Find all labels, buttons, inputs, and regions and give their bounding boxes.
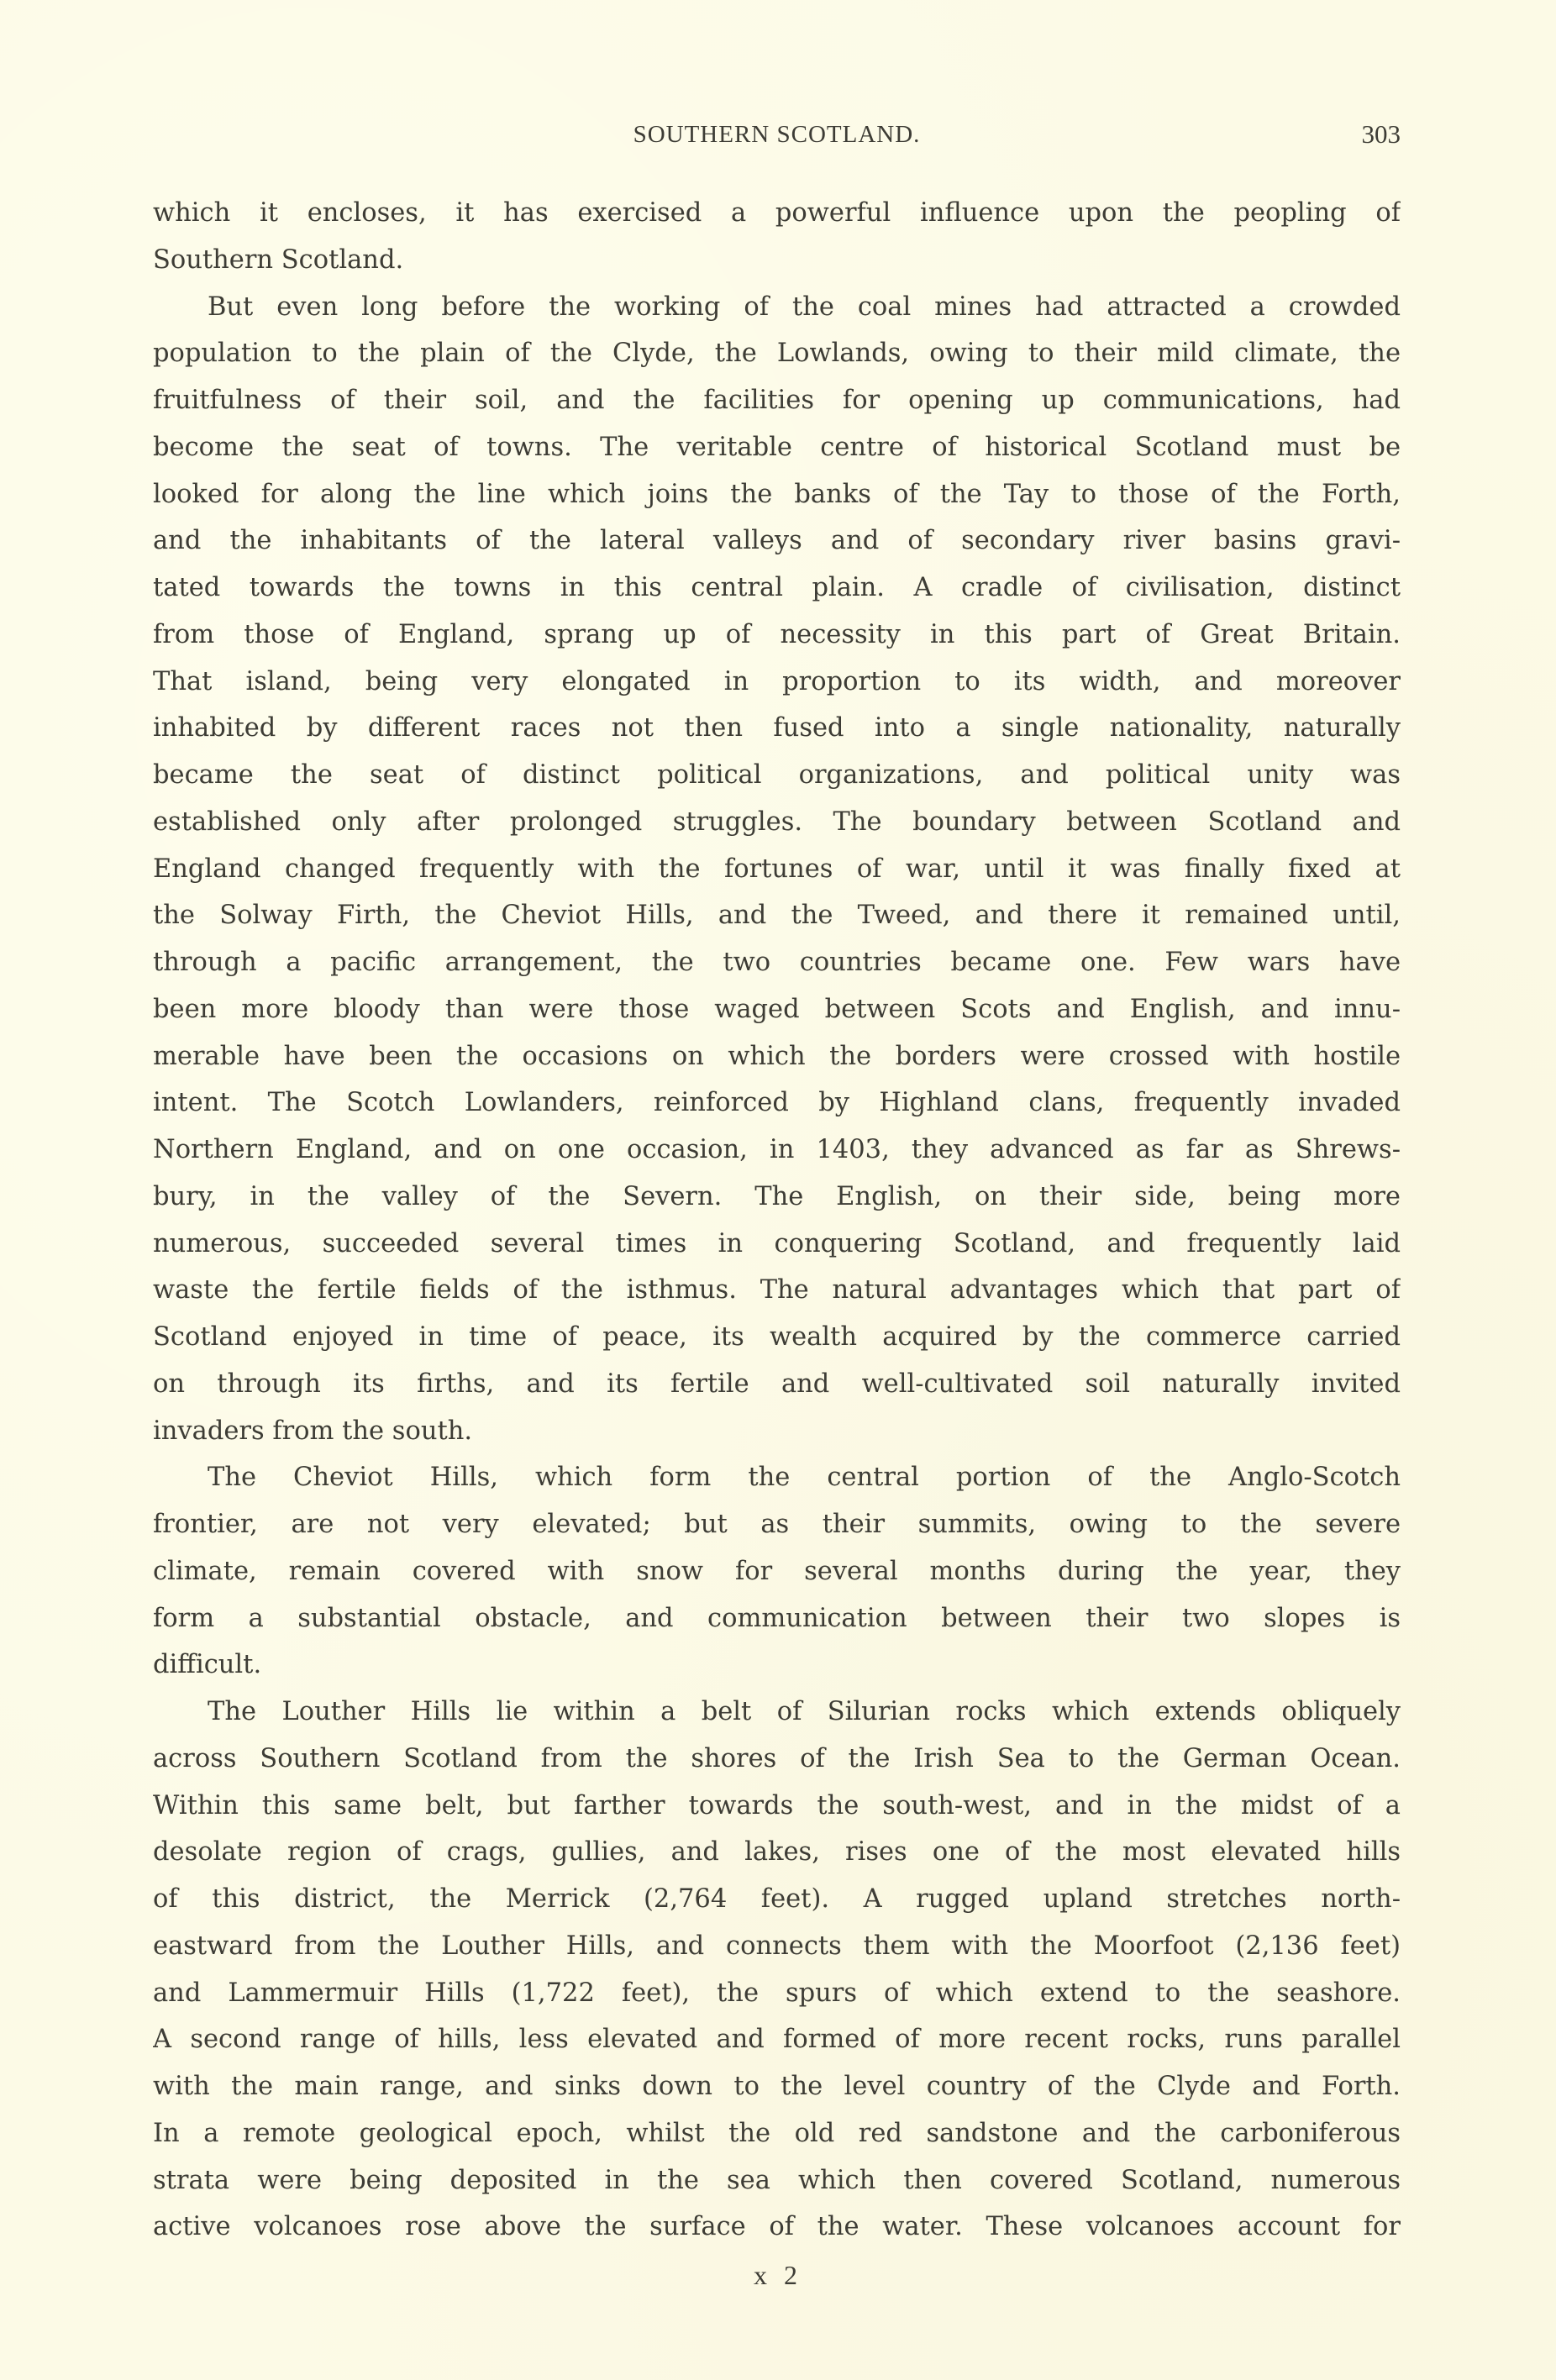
text-line: looked for along the line which joins the banks of the Tay to those of the Forth, [153, 479, 1401, 509]
text-line: fruitfulness of their soil, and the facilities for opening up communications, had [153, 386, 1401, 415]
text-line: That island, being very elongated in proportion to its width, and moreover [153, 666, 1401, 696]
text-line: tated towards the towns in this central plain. A cradle of civilisation, distinct [153, 573, 1401, 602]
text-line: difficult. [153, 1650, 262, 1680]
text-line: Scotland enjoyed in time of peace, its wealth acquired by the commerce carried [153, 1322, 1401, 1352]
text-line: strata were being deposited in the sea which then covered Scotland, numerous [153, 2165, 1401, 2195]
text-line: bury, in the valley of the Severn. The English, on their side, being more [153, 1181, 1401, 1211]
text-line: Southern Scotland. [153, 244, 404, 275]
text-line: frontier, are not very elevated; but as their summits, owing to the severe [153, 1510, 1401, 1539]
text-line: merable have been the occasions on which the borders were crossed with hostile [153, 1041, 1401, 1071]
text-line: on through its firths, and its fertile and well-cultivated soil naturally invited [153, 1369, 1401, 1399]
text-line: waste the fertile fields of the isthmus. The natural advantages which that part of [153, 1275, 1401, 1306]
text-line: the Solway Firth, the Cheviot Hills, and the Tweed, and there it remained until, [153, 901, 1401, 931]
text-line: England changed frequently with the fortunes of war, until it was finally fixed at [153, 854, 1401, 884]
text-line: through a pacific arrangement, the two countries became one. Few wars have [153, 948, 1401, 977]
signature-mark: x 2 [754, 2260, 802, 2290]
text-line: numerous, succeeded several times in conquering Scotland, and frequently laid [153, 1228, 1401, 1258]
body-text [153, 195, 1401, 2256]
paragraph-first-line: The Cheviot Hills, which form the central portion of the Anglo-Scotch [208, 1463, 1401, 1493]
text-line: been more bloody than were those waged between Scots and English, and innu- [153, 994, 1401, 1024]
text-line: A second range of hills, less elevated and formed of more recent rocks, runs parallel [153, 2025, 1401, 2055]
text-line: became the seat of distinct political organizations, and political unity was [153, 760, 1401, 790]
text-line: Within this same belt, but farther towards the south-west, and in the midst of a [153, 1790, 1401, 1820]
paragraph-first-line: But even long before the working of the coal mines had attracted a crowded [208, 292, 1401, 322]
page-number: 303 [1361, 119, 1401, 149]
text-line: form a substantial obstacle, and communication between their two slopes is [153, 1603, 1401, 1633]
text-line: from those of England, sprang up of necessity in this part of Great Britain. [153, 619, 1401, 649]
text-line: In a remote geological epoch, whilst the old red sandstone and the carboniferous [153, 2118, 1401, 2148]
text-line: of this district, the Merrick (2,764 feet). A rugged upland stretches north- [153, 1884, 1401, 1914]
text-line: active volcanoes rose above the surface of the water. These volcanoes account for [153, 2212, 1401, 2242]
text-line: with the main range, and sinks down to the level country of the Clyde and Forth. [153, 2072, 1401, 2101]
text-line: across Southern Scotland from the shores of the Irish Sea to the German Ocean. [153, 1743, 1401, 1773]
text-line: desolate region of crags, gullies, and lakes, rises one of the most elevated hills [153, 1837, 1401, 1868]
text-line: intent. The Scotch Lowlanders, reinforced by Highland clans, frequently invaded [153, 1088, 1401, 1118]
text-line: population to the plain of the Clyde, the Lowlands, owing to their mild climate, the [153, 339, 1401, 369]
text-line: climate, remain covered with snow for several months during the year, they [153, 1556, 1401, 1586]
text-line: which it encloses, it has exercised a powerful influence upon the peopling of [153, 198, 1401, 228]
text-line: invaders from the south. [153, 1416, 473, 1446]
text-line: inhabited by different races not then fused into a single nationality, naturally [153, 713, 1401, 743]
text-line: eastward from the Louther Hills, and connects them with the Moorfoot (2,136 feet) [153, 1931, 1401, 1961]
text-line: and the inhabitants of the lateral valleys and of secondary river basins gravi- [153, 526, 1401, 556]
text-line: established only after prolonged struggles. The boundary between Scotland and [153, 806, 1401, 837]
text-line: become the seat of towns. The veritable centre of historical Scotland must be [153, 432, 1401, 462]
running-title: SOUTHERN SCOTLAND. [633, 121, 921, 148]
running-head [153, 118, 1401, 151]
text-line: and Lammermuir Hills (1,722 feet), the spurs of which extend to the seashore. [153, 1978, 1401, 2008]
text-line: Northern England, and on one occasion, in 1403, they advanced as far as Shrews- [153, 1135, 1401, 1164]
paragraph-first-line: The Louther Hills lie within a belt of Silurian rocks which extends obliquely [208, 1697, 1401, 1726]
